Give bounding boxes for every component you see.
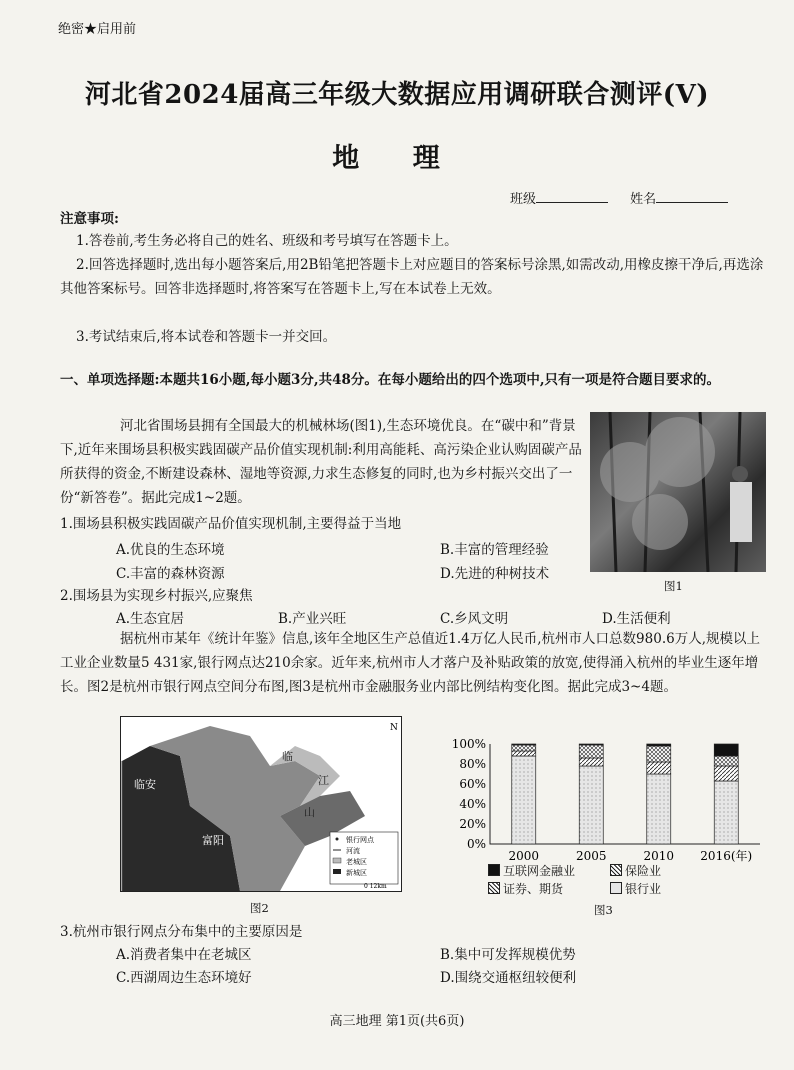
fig3-caption: 图3 (594, 903, 613, 917)
q3-option-a[interactable]: A.消费者集中在老城区 (116, 947, 252, 963)
bar-segment (512, 744, 536, 745)
bar-segment (512, 756, 536, 844)
page-footer: 高三地理 第1页(共6页) (329, 1014, 465, 1029)
q3-option-d[interactable]: D.围绕交通枢纽较便利 (440, 970, 577, 986)
class-blank[interactable] (536, 190, 608, 203)
x-tick-label: 2010 (643, 849, 675, 863)
bar-segment (647, 774, 671, 844)
notes-heading: 注意事项: (60, 211, 119, 227)
q1-option-a[interactable]: A.优良的生态环境 (116, 542, 225, 558)
bar-segment (647, 746, 671, 762)
class-name-row (510, 188, 746, 207)
q2-option-d[interactable]: D.生活便利 (602, 611, 671, 627)
q2-option-a[interactable]: A.生态宜居 (116, 611, 185, 627)
section-heading: 一、单项选择题:本题共16小题,每小题3分,共48分。在每小题给出的四个选项中,只有一项是符合题目要求的。 (60, 372, 721, 388)
q1-stem: 1.围场县积极实践固碳产品价值实现机制,主要得益于当地 (60, 516, 402, 532)
q3-option-b[interactable]: B.集中可发挥规模优势 (440, 947, 576, 963)
y-tick-label: 40% (459, 797, 486, 811)
legend3-bank-label: 银行业 (625, 882, 662, 896)
map-label-linan: 临安 (134, 778, 156, 791)
q1-option-d[interactable]: D.先进的种树技术 (440, 566, 550, 582)
map-label-shan: 山 (304, 806, 315, 819)
q3-option-c[interactable]: C.西湖周边生态环境好 (116, 970, 252, 986)
passage-2: 据杭州市某年《统计年鉴》信息,该年全地区生产总值近1.4万亿人民币,杭州市人口总数980.6万人,规模以上工业企业数量5 431家,银行网点达210余家。近年来,杭州市人才落户及补贴政策的放宽,使得涌入杭州的毕业生逐年增长。图2是杭州市银行网点空间分布图,图3是杭州市金融服务业内部比例结构变化图。据此完成3~4题。 (60, 631, 760, 695)
name-blank[interactable] (656, 190, 728, 203)
q1-option-c[interactable]: C.丰富的森林资源 (116, 566, 225, 582)
bar-segment (714, 781, 738, 844)
map-label-lin: 临 (282, 750, 293, 763)
bar-segment (579, 745, 603, 758)
y-tick-label: 100% (451, 737, 486, 751)
map-art (120, 716, 402, 892)
q2-stem: 2.围场县为实现乡村振兴,应聚焦 (60, 588, 253, 604)
legend3-securities (488, 880, 563, 897)
legend3-internet (488, 862, 575, 879)
legend-river: 河流 (346, 847, 360, 855)
q2-option-b[interactable]: B.产业兴旺 (278, 611, 347, 627)
q3-stem: 3.杭州市银行网点分布集中的主要原因是 (60, 924, 303, 940)
map-label-fuyang: 富阳 (202, 834, 224, 847)
exam-title: 河北省2024届高三年级大数据应用调研联合测评(Ⅴ) (84, 80, 710, 110)
bank-distribution-map (120, 716, 402, 892)
bar-segment (714, 766, 738, 781)
forest-photo-art (590, 412, 766, 572)
bar-segment (714, 756, 738, 766)
fig2-caption: 图2 (250, 901, 269, 915)
q1-option-b[interactable]: B.丰富的管理经验 (440, 542, 549, 558)
north-arrow: N (390, 723, 398, 733)
y-tick-label: 20% (459, 817, 486, 831)
note-2: 2.回答选择题时,选出每小题答案后,用2B铅笔把答题卡上对应题目的答案标号涂黑,如需改动,用橡皮擦干净后,再选涂其他答案标号。回答非选择题时,将答案写在答题卡上,写在本试卷上无效。 (60, 257, 764, 297)
subject-title: 地 理 (332, 143, 462, 174)
legend-bank: 银行网点 (346, 836, 374, 844)
legend3-bank (610, 880, 661, 897)
class-label: 班级 (510, 192, 537, 207)
note-1: 1.答卷前,考生务必将自己的姓名、班级和考号填写在答题卡上。 (76, 233, 458, 249)
y-tick-label: 80% (459, 757, 486, 771)
note-3: 3.考试结束后,将本试卷和答题卡一并交回。 (76, 329, 337, 345)
legend3-internet-label: 互联网金融业 (503, 864, 576, 878)
q2-option-c[interactable]: C.乡风文明 (440, 611, 509, 627)
legend-new-city: 新城区 (346, 869, 367, 877)
legend3-securities-label: 证券、期货 (503, 882, 564, 896)
bar-segment (512, 751, 536, 756)
bar-segment (579, 758, 603, 766)
confidential-mark: 绝密★启用前 (58, 22, 137, 37)
bar-segment (579, 766, 603, 844)
legend3-insurance (610, 862, 661, 879)
name-label: 姓名 (630, 192, 657, 207)
map-scale: 0 12km (364, 883, 387, 890)
bar-segment (647, 762, 671, 774)
fig1-caption: 图1 (664, 579, 683, 593)
x-tick-label: 2016(年) (700, 849, 753, 863)
legend-old-city: 老城区 (346, 858, 367, 866)
bar-segment (512, 745, 536, 751)
y-tick-label: 60% (459, 777, 486, 791)
map-label-jiang: 江 (318, 774, 329, 787)
legend3-insurance-label: 保险业 (625, 864, 662, 878)
bar-segment (579, 744, 603, 745)
bar-segment (647, 744, 671, 746)
bar-segment (714, 744, 738, 756)
passage-1: 河北省围场县拥有全国最大的机械林场(图1),生态环境优良。在“碳中和”背景下,近年来围场县积极实践固碳产品价值实现机制:利用高能耗、高污染企业认购固碳产品所获得的资金,不断建设森林、湿地等资源,力求生态修复的同时,也为乡村振兴交出了一份“新答卷”。据此完成1~2题。 (60, 418, 582, 506)
x-tick-label: 2005 (575, 849, 607, 863)
x-tick-label: 2000 (508, 849, 540, 863)
forest-photo (590, 412, 766, 572)
y-tick-label: 0% (466, 837, 486, 851)
